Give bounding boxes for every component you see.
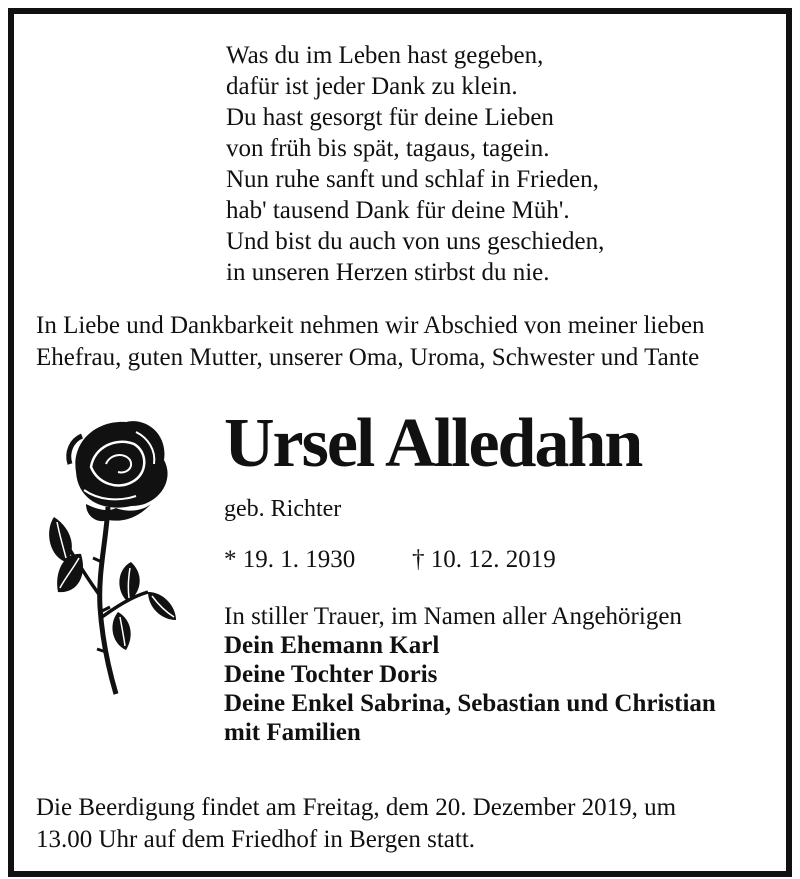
intro-text [36,310,705,374]
intro-line: Ehefrau, guten Mutter, unserer Oma, Uroma, Schwester und Tante [36,344,700,371]
deceased-name: Ursel Alledahn [224,405,642,482]
poem-line: von früh bis spät, tagaus, tagein. [226,135,550,162]
mourner-name: mit Familien [224,719,361,746]
poem-line: Und bist du auch von uns geschieden, [226,228,605,255]
mourner-name: Dein Ehemann Karl [224,632,440,659]
obituary-frame [8,8,792,877]
maiden-name: geb. Richter [224,496,342,522]
birth-date: * 19. 1. 1930 [224,546,356,573]
mourners [224,602,716,747]
poem-line: dafür ist jeder Dank zu klein. [226,73,518,100]
poem-line: in unseren Herzen stirbst du nie. [226,259,550,286]
mourner-name: Deine Tochter Doris [224,661,438,688]
poem-line: Du hast gesorgt für deine Lieben [226,104,554,131]
poem-line: hab' tausend Dank für deine Müh'. [226,197,570,224]
funeral-line: Die Beerdigung findet am Freitag, dem 20. Dezember 2019, um [36,794,677,821]
poem-line: Was du im Leben hast gegeben, [226,42,544,69]
death-date: † 10. 12. 2019 [412,546,556,573]
mourner-name: Deine Enkel Sabrina, Sebastian und Christian [224,690,716,717]
funeral-line: 13.00 Uhr auf dem Friedhof in Bergen statt. [36,826,476,853]
rose-icon [36,412,176,702]
mourners-lead: In stiller Trauer, im Namen aller Angehörigen [224,603,682,630]
poem-line: Nun ruhe sanft und schlaf in Frieden, [226,166,599,193]
intro-line: In Liebe und Dankbarkeit nehmen wir Abschied von meiner lieben [36,312,705,339]
poem [226,40,604,288]
funeral-notice [36,792,676,856]
